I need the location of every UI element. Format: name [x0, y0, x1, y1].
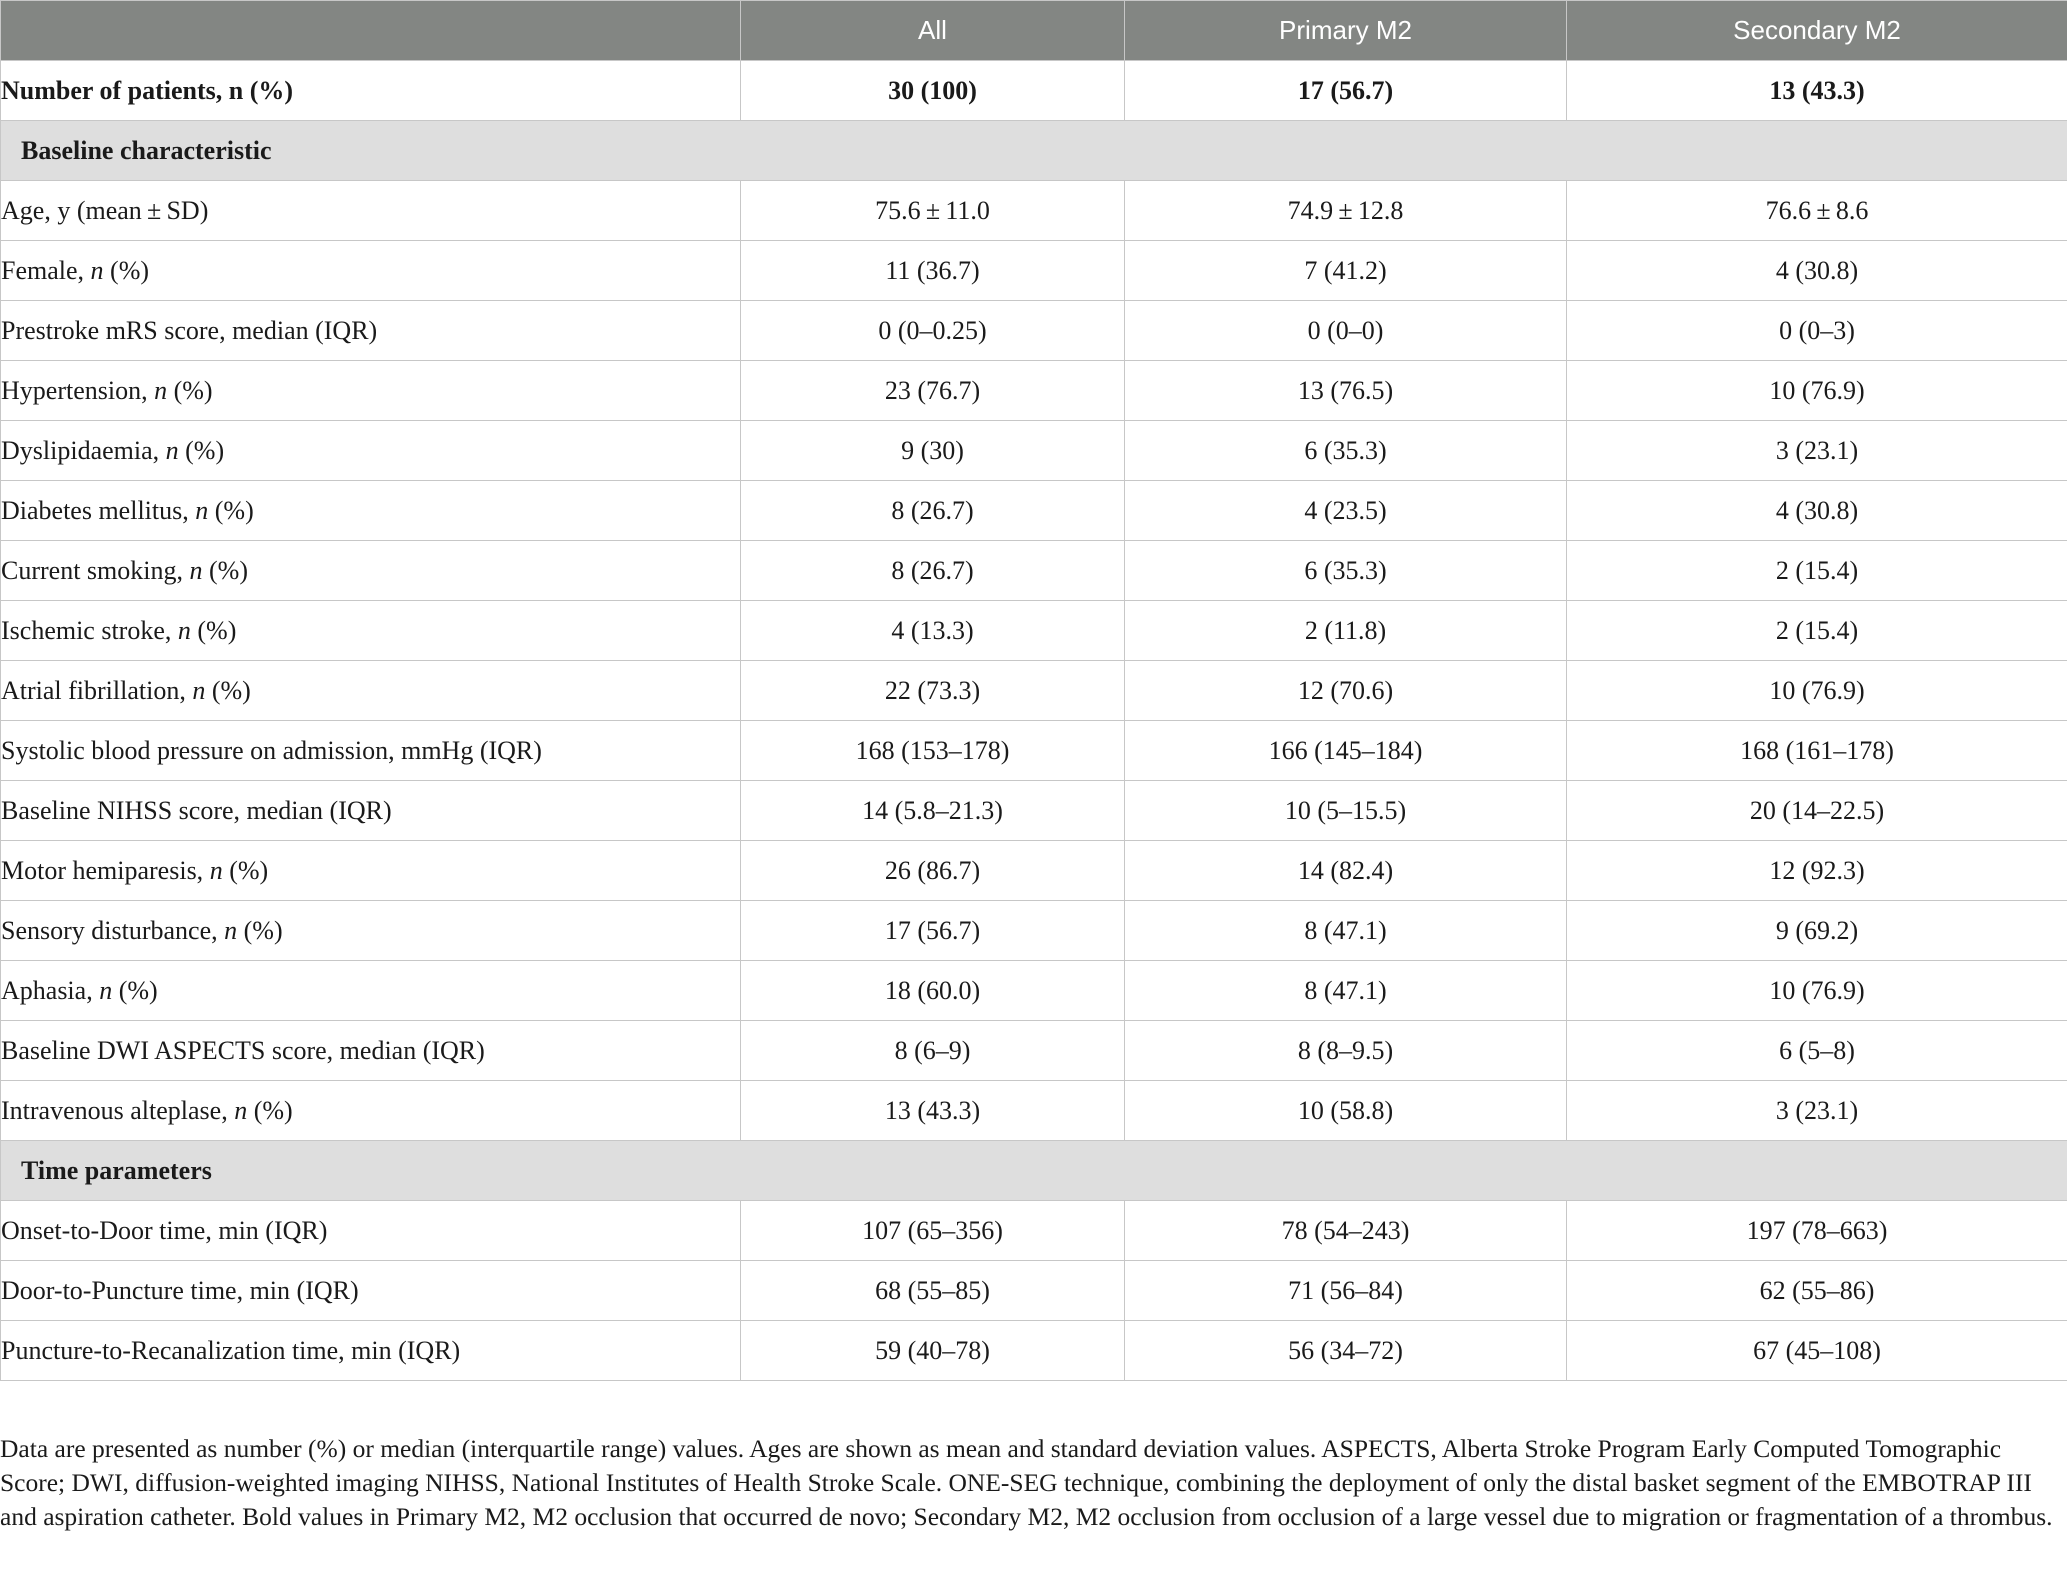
cell-all: 59 (40–78): [741, 1321, 1125, 1381]
table-row: [1, 661, 2067, 721]
patients-all: 30 (100): [741, 61, 1125, 121]
cell-all: 9 (30): [741, 421, 1125, 481]
row-label: [1, 1081, 741, 1141]
row-label-text: Dyslipidaemia,: [1, 435, 166, 465]
cell-primary-m2: 10 (58.8): [1125, 1081, 1567, 1141]
row-label-text: Atrial fibrillation,: [1, 675, 193, 705]
cell-primary-m2: 6 (35.3): [1125, 541, 1567, 601]
row-label-suffix: (%): [208, 495, 254, 525]
cell-all: 13 (43.3): [741, 1081, 1125, 1141]
row-label-text: Door-to-Puncture time, min (IQR): [1, 1275, 359, 1305]
cell-primary-m2: 8 (47.1): [1125, 901, 1567, 961]
row-label-suffix: (%): [205, 675, 251, 705]
row-label: [1, 1321, 741, 1381]
row-label-text: Sensory disturbance,: [1, 915, 225, 945]
cell-all: 8 (26.7): [741, 481, 1125, 541]
cell-secondary-m2: 6 (5–8): [1567, 1021, 2067, 1081]
row-label-suffix: (%): [112, 975, 158, 1005]
table-row: [1, 1321, 2067, 1381]
cell-all: 26 (86.7): [741, 841, 1125, 901]
cell-primary-m2: 71 (56–84): [1125, 1261, 1567, 1321]
cell-primary-m2: 56 (34–72): [1125, 1321, 1567, 1381]
cell-all: 107 (65–356): [741, 1201, 1125, 1261]
cell-secondary-m2: 168 (161–178): [1567, 721, 2067, 781]
row-label: [1, 1201, 741, 1261]
cell-all: 68 (55–85): [741, 1261, 1125, 1321]
row-label: [1, 961, 741, 1021]
row-label-text: Motor hemiparesis,: [1, 855, 210, 885]
row-label: [1, 1261, 741, 1321]
cell-primary-m2: 12 (70.6): [1125, 661, 1567, 721]
row-label-text: Female,: [1, 255, 91, 285]
row-label: [1, 901, 741, 961]
row-label-text: Baseline NIHSS score, median (IQR): [1, 795, 392, 825]
row-label-text: Ischemic stroke,: [1, 615, 178, 645]
cell-secondary-m2: 9 (69.2): [1567, 901, 2067, 961]
row-label-text: Intravenous alteplase,: [1, 1095, 235, 1125]
cell-secondary-m2: 10 (76.9): [1567, 361, 2067, 421]
cell-all: 18 (60.0): [741, 961, 1125, 1021]
row-label-suffix: (%): [237, 915, 283, 945]
cell-primary-m2: 8 (8–9.5): [1125, 1021, 1567, 1081]
cell-all: 168 (153–178): [741, 721, 1125, 781]
cell-primary-m2: 78 (54–243): [1125, 1201, 1567, 1261]
row-label-italic: n: [90, 255, 104, 285]
patients-label: Number of patients, n (%): [1, 61, 741, 121]
row-label-suffix: (%): [202, 555, 248, 585]
row-label-italic: n: [154, 375, 168, 405]
row-label: [1, 241, 741, 301]
header-blank-cell: [1, 1, 741, 61]
cell-primary-m2: 13 (76.5): [1125, 361, 1567, 421]
cell-all: 17 (56.7): [741, 901, 1125, 961]
row-label-text: Baseline DWI ASPECTS score, median (IQR): [1, 1035, 485, 1065]
section-title-time: Time parameters: [1, 1141, 2067, 1201]
cell-primary-m2: 166 (145–184): [1125, 721, 1567, 781]
table-row: [1, 421, 2067, 481]
cell-all: 75.6 ± 11.0: [741, 181, 1125, 241]
cell-all: 14 (5.8–21.3): [741, 781, 1125, 841]
cell-primary-m2: 74.9 ± 12.8: [1125, 181, 1567, 241]
header-secondary-m2: Secondary M2: [1567, 1, 2067, 61]
row-label-text: Puncture-to-Recanalization time, min (IQR): [1, 1335, 461, 1365]
cell-primary-m2: 14 (82.4): [1125, 841, 1567, 901]
cell-secondary-m2: 2 (15.4): [1567, 601, 2067, 661]
patients-row: [1, 61, 2067, 121]
row-label: [1, 841, 741, 901]
cell-all: 11 (36.7): [741, 241, 1125, 301]
cell-all: 8 (6–9): [741, 1021, 1125, 1081]
header-all: All: [741, 1, 1125, 61]
cell-secondary-m2: 67 (45–108): [1567, 1321, 2067, 1381]
header-primary-m2: Primary M2: [1125, 1, 1567, 61]
row-label: [1, 781, 741, 841]
row-label: [1, 361, 741, 421]
table-row: [1, 181, 2067, 241]
footnote-text: Data are presented as number (%) or median (interquartile range) values. Ages are shown as mean and standard deviation values. ASPECTS, Alberta Stroke Program Early Computed Tomographic Score; DWI, diffusion-weighted imaging NIHSS, National Institutes of Health Stroke Scale. ONE-SEG technique, combining the deployment of only the distal basket segment of the EMBOTRAP III and aspiration catheter. Bold values in Primary M2, M2 occlusion that occurred de novo; Secondary M2, M2 occlusion from occlusion of a large vessel due to migration or fragmentation of a thrombus.: [0, 1434, 2053, 1531]
row-label-text: Age, y (mean ± SD): [1, 195, 209, 225]
row-label: [1, 301, 741, 361]
row-label-italic: n: [99, 975, 113, 1005]
row-label-suffix: (%): [178, 435, 225, 465]
section-title-baseline: Baseline characteristic: [1, 121, 2067, 181]
table-footnote: [0, 1432, 2060, 1534]
cell-secondary-m2: 10 (76.9): [1567, 661, 2067, 721]
section-row-baseline: [1, 121, 2067, 181]
row-label: [1, 1021, 741, 1081]
table-row: [1, 961, 2067, 1021]
table-row: [1, 841, 2067, 901]
cell-all: 4 (13.3): [741, 601, 1125, 661]
cell-secondary-m2: 2 (15.4): [1567, 541, 2067, 601]
cell-secondary-m2: 76.6 ± 8.6: [1567, 181, 2067, 241]
row-label-italic: n: [209, 855, 223, 885]
row-label: [1, 421, 741, 481]
cell-secondary-m2: 10 (76.9): [1567, 961, 2067, 1021]
row-label-text: Current smoking,: [1, 555, 190, 585]
row-label-text: Aphasia,: [1, 975, 100, 1005]
table-row: [1, 481, 2067, 541]
cell-secondary-m2: 197 (78–663): [1567, 1201, 2067, 1261]
row-label-suffix: (%): [190, 615, 237, 645]
row-label: [1, 481, 741, 541]
cell-secondary-m2: 12 (92.3): [1567, 841, 2067, 901]
table-row: [1, 361, 2067, 421]
cell-all: 23 (76.7): [741, 361, 1125, 421]
cell-primary-m2: 7 (41.2): [1125, 241, 1567, 301]
row-label: [1, 661, 741, 721]
header-row: [1, 1, 2067, 61]
row-label: [1, 541, 741, 601]
row-label-text: Diabetes mellitus,: [1, 495, 196, 525]
row-label-italic: n: [224, 915, 238, 945]
row-label-suffix: (%): [103, 255, 150, 285]
patients-secondary: 13 (43.3): [1567, 61, 2067, 121]
cell-primary-m2: 0 (0–0): [1125, 301, 1567, 361]
patients-primary: 17 (56.7): [1125, 61, 1567, 121]
table-row: [1, 781, 2067, 841]
table-row: [1, 721, 2067, 781]
cell-all: 8 (26.7): [741, 541, 1125, 601]
row-label-italic: n: [177, 615, 191, 645]
row-label-suffix: (%): [247, 1095, 293, 1125]
row-label-italic: n: [192, 675, 206, 705]
cell-all: 0 (0–0.25): [741, 301, 1125, 361]
cell-secondary-m2: 62 (55–86): [1567, 1261, 2067, 1321]
row-label: [1, 721, 741, 781]
row-label-italic: n: [165, 435, 179, 465]
row-label: [1, 181, 741, 241]
cell-primary-m2: 4 (23.5): [1125, 481, 1567, 541]
cell-all: 22 (73.3): [741, 661, 1125, 721]
row-label-italic: n: [234, 1095, 248, 1125]
cell-secondary-m2: 0 (0–3): [1567, 301, 2067, 361]
row-label-text: Prestroke mRS score, median (IQR): [1, 315, 378, 345]
row-label-suffix: (%): [222, 855, 269, 885]
cell-secondary-m2: 4 (30.8): [1567, 481, 2067, 541]
cell-secondary-m2: 4 (30.8): [1567, 241, 2067, 301]
row-label-text: Hypertension,: [1, 375, 155, 405]
cell-secondary-m2: 20 (14–22.5): [1567, 781, 2067, 841]
table-row: [1, 1021, 2067, 1081]
table-row: [1, 601, 2067, 661]
table-row: [1, 901, 2067, 961]
section-row-time: [1, 1141, 2067, 1201]
row-label-text: Systolic blood pressure on admission, mmHg (IQR): [1, 735, 542, 765]
table-row: [1, 1081, 2067, 1141]
cell-primary-m2: 8 (47.1): [1125, 961, 1567, 1021]
cell-secondary-m2: 3 (23.1): [1567, 1081, 2067, 1141]
table-row: [1, 301, 2067, 361]
row-label-italic: n: [189, 555, 203, 585]
row-label-italic: n: [195, 495, 209, 525]
table-row: [1, 1201, 2067, 1261]
cell-primary-m2: 10 (5–15.5): [1125, 781, 1567, 841]
row-label-text: Onset-to-Door time, min (IQR): [1, 1215, 328, 1245]
table-row: [1, 1261, 2067, 1321]
cell-primary-m2: 2 (11.8): [1125, 601, 1567, 661]
row-label-suffix: (%): [167, 375, 213, 405]
cell-primary-m2: 6 (35.3): [1125, 421, 1567, 481]
row-label: [1, 601, 741, 661]
table-row: [1, 541, 2067, 601]
table-row: [1, 241, 2067, 301]
cell-secondary-m2: 3 (23.1): [1567, 421, 2067, 481]
